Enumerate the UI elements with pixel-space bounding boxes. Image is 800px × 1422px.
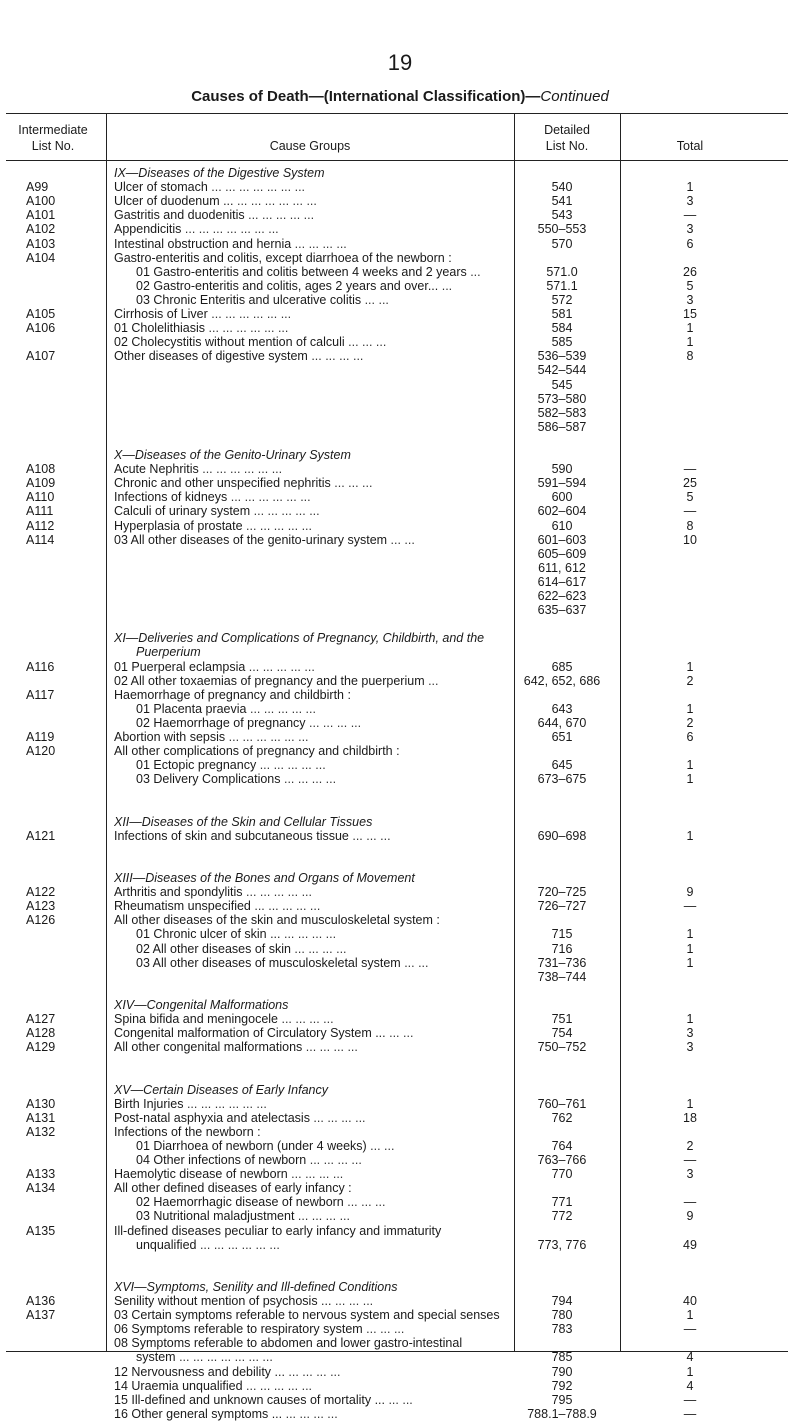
total-value: 1 [686,772,694,787]
detailed-list-no: 792 [551,1378,573,1393]
detailed-list-no: 591–594 [537,476,587,491]
cause-text: Infections of the newborn : [114,1124,261,1139]
cause-text: Haemorrhage of pregnancy and childbirth : [114,687,351,702]
cause-text: 02 All other toxaemias of pregnancy and the puerperium [114,673,425,688]
intermediate-list-no: A132 [26,1124,56,1139]
cause-text: Ulcer of stomach [114,180,208,195]
cause-group [114,1406,508,1422]
total-value: 9 [686,1209,694,1224]
cause-text: Infections of kidneys [114,490,228,505]
total-value: 3 [686,292,694,307]
cause-text: 02 Cholecystitis without mention of calculi [114,335,345,350]
leader-dots: ... ... ... ... ... [244,208,315,223]
leader-dots: ... ... ... ... [290,941,347,956]
cause-text: 03 Nutritional maladjustment [136,1209,295,1224]
intermediate-list-no: A109 [26,476,56,491]
total-value: 1 [686,1364,694,1379]
leader-dots: ... ... ... ... [306,1153,362,1167]
detailed-list-no: 773, 776 [537,1237,587,1252]
detailed-list-no: 642, 652, 686 [523,673,601,688]
detailed-list-no: 685 [551,659,573,674]
total-value: — [683,208,697,223]
cause-text: Chronic and other unspecified nephritis [114,476,331,491]
table-top-rule [6,113,788,114]
total-value: 1 [686,1012,694,1026]
detailed-list-no: 635–637 [537,603,587,618]
intermediate-list-no: A119 [26,730,55,744]
detailed-list-no: 581 [551,307,573,321]
total-value: 1 [686,701,694,716]
leader-dots: ... ... ... ... [309,1110,366,1125]
leader-dots: ... ... ... ... ... [245,659,315,674]
cause-text: 02 Gastro-enteritis and colitis, ages 2 years and over... [136,278,439,293]
cause-text: 01 Placenta praevia [136,701,247,716]
cause-text: Intestinal obstruction and hernia [114,236,292,251]
cause-text: Birth Injuries [114,1096,184,1111]
total-value: 5 [686,278,694,293]
total-value: 5 [686,490,694,505]
detailed-list-no: 783 [551,1322,573,1337]
detailed-list-no: 543 [551,208,573,223]
leader-dots: ... ... ... ... ... ... [207,307,292,321]
header-total: Total [676,139,704,153]
total-value: 8 [686,349,694,364]
cause-text: 01 Cholelithiasis [114,321,206,336]
total-value: 3 [686,1040,694,1055]
detailed-list-no: 600 [551,490,573,505]
leader-dots: ... [424,673,439,688]
detailed-list-no: 572 [551,292,573,307]
cause-text: Congenital malformation of Circulatory System ... [114,1026,386,1041]
total-value: 6 [686,730,694,744]
cause-text: 03 All other diseases of the genito-urinary system [114,532,388,547]
intermediate-list-no: A104 [26,250,56,265]
intermediate-list-no: A123 [26,899,56,914]
total-value: 49 [683,1237,697,1252]
leader-dots: ... ... ... ... ... ... ... [207,180,306,195]
leader-dots: ... ... ... ... ... [250,899,321,914]
leader-dots: ... ... ... ... ... [246,701,316,716]
total-value: 10 [683,532,697,547]
total-value: 6 [686,236,694,251]
detailed-list-no: 780 [551,1308,573,1323]
intermediate-list-no: A133 [26,1167,56,1182]
total-value: 4 [686,1378,694,1393]
total-value: 1 [686,941,694,956]
intermediate-list-no: A108 [26,462,56,477]
intermediate-list-no: A100 [26,194,56,209]
intermediate-list-no: A101 [26,208,56,223]
leader-dots: ... ... ... ... [287,1167,344,1182]
total-value: 2 [686,1138,694,1153]
detailed-list-no: 601–603 [537,532,587,547]
header-intermediate-line1: Intermediate [18,123,88,137]
detailed-list-no: 585 [551,335,573,350]
leader-dots: ... ... [384,1392,413,1407]
leader-dots: ... ... ... ... ... ... [198,462,283,477]
intermediate-list-no: A127 [26,1012,56,1026]
intermediate-list-no: A102 [26,222,56,237]
page-number: 19 [387,50,413,75]
total-value: — [683,1195,697,1210]
cause-text: Puerperium [136,645,201,660]
leader-dots: ... ... ... ... ... ... [205,321,289,336]
cause-text: 03 Delivery Complications [136,772,281,787]
leader-dots: ... [438,278,453,293]
total-value: 26 [683,264,697,279]
detailed-list-no: 536–539 [537,349,587,364]
intermediate-list-no: A114 [26,532,55,547]
detailed-list-no: 771 [551,1195,573,1210]
page-title [0,88,800,105]
total-value: 1 [686,659,694,674]
leader-dots: ... ... ... [330,476,373,491]
cause-text: Rheumatism unspecified [114,899,251,914]
cause-text: 03 All other diseases of musculoskeletal system [136,955,401,970]
cause-text: All other congenital malformations [114,1040,303,1055]
total-value: 1 [686,955,694,970]
total-value: — [683,1392,697,1407]
detailed-list-no: 715 [551,927,573,942]
header-detailed-line2: List No. [545,139,589,153]
total-value: 1 [686,1308,694,1323]
total-value: 15 [683,307,697,321]
leader-dots: ... ... ... [331,1294,374,1308]
cause-text: Ulcer of duodenum ... [114,194,234,209]
total-value: 3 [686,1026,694,1041]
intermediate-list-no: A129 [26,1040,56,1055]
cause-text: 02 Haemorrhage of pregnancy [136,715,306,730]
cause-text: XIII—Diseases of the Bones and Organs of Movement [114,871,415,885]
total-value: 18 [683,1110,697,1125]
detailed-list-no: 584 [551,321,573,336]
total-value: 4 [686,1350,694,1365]
total-value: 1 [686,927,694,942]
leader-dots: ... ... [387,532,415,547]
cause-text: 04 Other infections of newborn [136,1153,307,1167]
total-value: 2 [686,715,694,730]
detailed-list-no: 651 [551,730,573,744]
cause-text: Senility without mention of psychosis ... [114,1294,332,1308]
leader-dots: ... ... ... [344,335,387,350]
leader-dots: ... ... ... ... [280,927,337,942]
cause-text: XV—Certain Diseases of Early Infancy [114,1082,328,1097]
intermediate-list-no: A99 [26,180,49,195]
total-value: — [683,1322,697,1337]
leader-dots: ... ... ... ... ... ... [183,1096,267,1111]
header-cause-groups: Cause Groups [269,139,351,153]
cause-text: system [136,1350,176,1365]
header-intermediate [0,122,106,154]
leader-dots: ... ... ... ... ... [242,1378,313,1393]
cause-text: Appendicitis [114,222,182,237]
total-value: 1 [686,180,694,195]
intermediate-list-no: A105 [26,307,56,321]
intermediate-list-no: A106 [26,321,56,336]
cause-text: Other diseases of digestive system [114,349,308,364]
cause-text: 01 Puerperal eclampsia [114,659,246,674]
total-value: 3 [686,194,694,209]
cause-text: XVI—Symptoms, Senility and Ill-defined Conditions [114,1279,398,1294]
detailed-list-no: 690–698 [537,828,587,843]
total-value: 1 [686,1096,694,1111]
detailed-list-no: 542–544 [537,363,587,378]
cause-text: Cirrhosis of Liver [114,307,208,321]
cause-text: IX—Diseases of the Digestive System [114,166,325,180]
detailed-list-no: 573–580 [537,391,587,406]
total-value: 1 [686,758,694,773]
leader-dots: ... ... [366,1138,395,1153]
leader-dots: ... ... ... ... [280,772,337,787]
total-value: 40 [683,1294,697,1308]
leader-dots: ... ... ... ... [284,1364,341,1379]
cause-text: Calculi of urinary system [114,504,251,519]
cause-text: X—Diseases of the Genito-Urinary System [114,448,351,462]
cause-text: 15 Ill-defined and unknown causes of mortality ... [114,1392,385,1407]
intermediate-list-no: A122 [26,885,56,900]
leader-dots: ... ... [385,1026,414,1041]
intermediate-list-no: A120 [26,744,56,759]
detailed-list-no: 541 [551,194,573,209]
header-detailed [514,122,620,154]
cause-text: 01 Gastro-enteritis and colitis between 4 weeks and 2 years [136,264,467,279]
detailed-list-no: 790 [551,1364,573,1379]
cause-text: Infections of skin and subcutaneous tissue [114,828,349,843]
detailed-list-no: 590 [551,462,573,477]
cause-text: Post-natal asphyxia and atelectasis [114,1110,310,1125]
leader-dots: ... ... [361,292,389,307]
leader-dots: ... ... ... ... ... [250,504,320,519]
cause-text: 01 Ectopic pregnancy [136,758,257,773]
leader-dots: ... ... ... ... [307,349,364,364]
leader-dots: ... ... ... ... [282,1406,338,1421]
detailed-list-no: 751 [551,1012,573,1026]
detailed-list-no: 571.1 [546,278,578,293]
cause-text: Ill-defined diseases peculiar to early infancy and immaturity [114,1223,442,1238]
total-value: — [683,462,697,477]
total-value: 8 [686,518,694,533]
cause-text: 14 Uraemia unqualified [114,1378,243,1393]
detailed-list-no: 582–583 [537,405,587,420]
header-detailed-line1: Detailed [544,123,590,137]
intermediate-list-no: A136 [26,1294,56,1308]
cause-text: Acute Nephritis [114,462,199,477]
leader-dots: ... ... ... ... ... [242,885,312,900]
intermediate-list-no: A134 [26,1181,56,1196]
leader-dots: ... ... ... ... [294,1209,350,1224]
intermediate-list-no: A137 [26,1308,56,1323]
detailed-list-no: 716 [551,941,573,956]
total-value: 9 [686,885,694,900]
intermediate-list-no: A111 [26,504,54,519]
cause-text: Gastritis and duodenitis [114,208,245,223]
leader-dots: ... ... ... ... [291,236,347,251]
cause-text: Hyperplasia of prostate [114,518,243,533]
detailed-list-no: 772 [551,1209,573,1224]
intermediate-list-no: A110 [26,490,55,505]
cause-text: XII—Diseases of the Skin and Cellular Tissues [114,814,373,829]
cause-text: 01 Chronic ulcer of skin ... [136,927,281,942]
table-header-rule [6,160,788,161]
cause-text: unqualified [136,1237,197,1252]
detailed-list-no: 726–727 [537,899,587,914]
total-value: — [683,1406,697,1421]
total-value: 1 [686,335,694,350]
detailed-list-no: 571.0 [546,264,578,279]
leader-dots: ... ... ... ... ... ... [225,730,309,744]
detailed-list-no: 763–766 [537,1153,587,1167]
detailed-list-no: 605–609 [537,546,587,561]
detailed-list-no: 602–604 [537,504,587,519]
detailed-list-no: 550–553 [537,222,587,237]
detailed-list-no: 611, 612 [538,560,586,575]
total-value: — [683,1153,697,1167]
leader-dots: ... ... ... ... [278,1012,334,1026]
cause-text: Arthritis and spondylitis [114,885,243,900]
cause-text: 06 Symptoms referable to respiratory system [114,1322,363,1337]
detailed-list-no: 788.1–788.9 [527,1406,597,1421]
cause-text: XI—Deliveries and Complications of Pregnancy, Childbirth, and the [114,631,485,646]
detailed-list-no: 750–752 [537,1040,587,1055]
detailed-list-no: 795 [551,1392,573,1407]
cause-text: Abortion with sepsis [114,730,226,744]
intermediate-list-no: A126 [26,913,56,928]
detailed-list-no: 644, 670 [537,715,587,730]
total-value: — [683,899,697,914]
detailed-list-no: 764 [551,1138,573,1153]
total-value: 1 [686,828,694,843]
intermediate-list-no: A135 [26,1223,56,1238]
cause-text: 16 Other general symptoms ... [114,1406,283,1421]
cause-text: XIV—Congenital Malformations [114,997,289,1012]
cause-text: Gastro-enteritis and colitis, except diarrhoea of the newborn : [114,250,452,265]
detailed-list-no: 770 [551,1167,573,1182]
detailed-list-no: 570 [551,236,573,251]
header-intermediate-line2: List No. [31,139,75,153]
total-value: — [683,504,697,519]
cause-text: Haemolytic disease of newborn [114,1167,288,1182]
leader-dots: ... ... ... ... [302,1040,358,1055]
leader-dots: ... ... ... ... ... ... [227,490,311,505]
intermediate-list-no: A112 [26,518,55,533]
leader-dots: ... ... ... ... [305,715,362,730]
leader-dots: ... ... ... [362,1322,405,1337]
cause-text: All other complications of pregnancy and childbirth : [114,744,400,759]
leader-dots: ... ... ... ... ... ... ... [175,1350,273,1365]
cause-text: 01 Diarrhoea of newborn (under 4 weeks) [136,1138,367,1153]
leader-dots: ... ... ... [343,1195,386,1210]
cause-text: 03 Certain symptoms referable to nervous system and special senses [114,1308,500,1323]
leader-dots: ... ... ... [348,828,391,843]
leader-dots: ... ... ... ... ... ... [233,194,317,209]
title-main: Causes of Death—(International Classification)— [191,88,541,105]
cause-text: All other diseases of the skin and musculoskeletal system : [114,913,440,928]
detailed-list-no: 785 [551,1350,573,1365]
total-value: 3 [686,1167,694,1182]
total-value: 1 [686,321,694,336]
cause-text: 12 Nervousness and debility ... [114,1364,285,1379]
cause-text: All other defined diseases of early infancy : [114,1181,352,1196]
title-suffix: Continued [540,88,609,105]
intermediate-list-no: A128 [26,1026,56,1041]
intermediate-list-no: A121 [26,828,56,843]
detailed-list-no: 754 [551,1026,573,1041]
cause-text: 03 Chronic Enteritis and ulcerative colitis [136,292,362,307]
detailed-list-no: 622–623 [537,589,587,603]
leader-dots: ... ... ... ... ... [242,518,313,533]
detailed-list-no: 645 [551,758,573,773]
detailed-list-no: 738–744 [537,969,587,984]
table-row [0,1406,800,1422]
cause-text: 08 Symptoms referable to abdomen and lower gastro-intestinal [114,1336,463,1351]
leader-dots: ... ... [400,955,429,970]
leader-dots: ... [466,264,481,279]
detailed-list-no: 545 [551,377,573,392]
detailed-list-no: 540 [551,180,573,195]
detailed-list-no: 794 [551,1294,573,1308]
detailed-list-no: 586–587 [537,419,587,434]
intermediate-list-no: A130 [26,1096,56,1111]
intermediate-list-no: A117 [26,687,55,702]
total-value: 3 [686,222,694,237]
detailed-list-no: 720–725 [537,885,587,900]
intermediate-list-no: A103 [26,236,56,251]
detailed-list-no: 614–617 [537,574,587,589]
detailed-list-no: 673–675 [537,772,587,787]
cause-text: 02 Haemorrhagic disease of newborn [136,1195,344,1210]
total-value: 25 [683,476,697,491]
leader-dots: ... ... ... ... ... [256,758,326,773]
total-value: 2 [686,673,694,688]
detailed-list-no: 610 [551,518,573,533]
intermediate-list-no: A107 [26,349,56,364]
detailed-list-no: 731–736 [537,955,587,970]
intermediate-list-no: A131 [26,1110,56,1125]
cause-text: 02 All other diseases of skin [136,941,291,956]
detailed-list-no: 762 [551,1110,573,1125]
intermediate-list-no: A116 [26,659,55,674]
cause-text: Spina bifida and meningocele [114,1012,279,1026]
leader-dots: ... ... ... ... ... ... ... [181,222,279,237]
detailed-list-no: 643 [551,701,573,716]
leader-dots: ... ... ... ... ... ... [196,1237,280,1252]
detailed-list-no: 760–761 [537,1096,587,1111]
